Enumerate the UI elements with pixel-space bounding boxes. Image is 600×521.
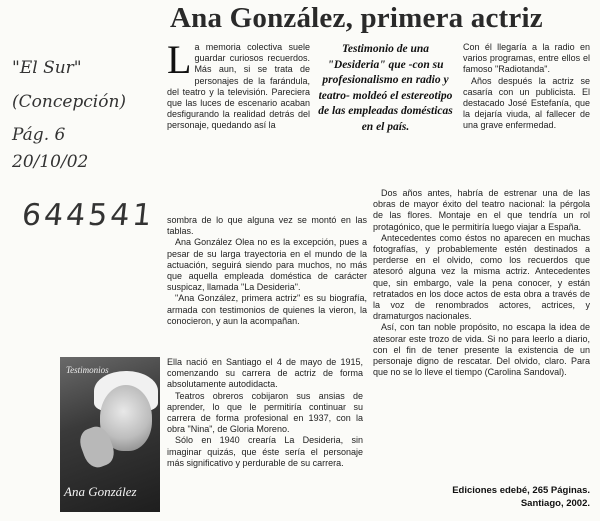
article-column-right-bottom bbox=[373, 188, 590, 378]
intro-paragraph: a memoria colectiva suele guardar curiosos recuerdos. Más aun, si se trata de personajes de la farándula, del teatro y la televisión. Pareciera que las luces de escenario acaban desfigurando la realidad detrás del personaje, quedando así la bbox=[167, 42, 310, 131]
publication-credit bbox=[373, 484, 590, 510]
paragraph: sombra de lo que alguna vez se montó en las tablas. bbox=[167, 215, 367, 237]
article-column-intro bbox=[167, 37, 310, 132]
article-title: Ana González, primera actriz bbox=[170, 2, 543, 34]
pull-quote: Testimonio de una "Desideria" que -con su profesionalismo en radio y teatro- moldeó el estereotipo de las empleadas domésticas en el país. bbox=[318, 43, 453, 133]
paragraph: Antecedentes como éstos no aparecen en muchas fotografías, y probablemente estén destinados a perderse en el olvido, como los recuerdos que atesoró alguna vez la misma actriz. Antecedentes que, sin embargo, vale la pena conocer, y están retratados en los doce actos de esta obra a través de la voz de renombrados actores, actrices, y dramaturgos nacionales. bbox=[373, 232, 590, 322]
paragraph: Ana González Olea no es la excepción, pues a pesar de su larga trayectoria en el mundo de la actuación, seguirá siendo para muchos, no más que aquella empleada doméstica de carácter suspicaz, llamada "La Desideria". bbox=[167, 237, 367, 293]
handwritten-date: 20/10/02 bbox=[12, 152, 89, 172]
handwritten-source: "El Sur" bbox=[12, 58, 82, 78]
article-column-left-bottom bbox=[167, 357, 363, 469]
handwritten-city: (Concepción) bbox=[12, 92, 127, 112]
dropcap-letter: L bbox=[167, 37, 192, 82]
cover-label: Testimonios bbox=[66, 365, 109, 375]
paragraph: Con él llegaría a la radio en varios programas, entre ellos el famoso "Radiotanda". bbox=[463, 42, 590, 75]
paragraph: Ella nació en Santiago el 4 de mayo de 1915, comenzando su carrera de actriz de forma absolutamente autodidacta. bbox=[167, 357, 363, 390]
article-column-left-middle bbox=[167, 215, 367, 327]
credit-publisher: Ediciones edebé, 265 Páginas. bbox=[452, 485, 590, 496]
book-cover-image bbox=[60, 357, 160, 512]
paragraph: Teatros obreros cobijaron sus ansias de aprender, lo que le permitiría continuar su carrera de forma profesional en 1937, con la obra "Nina", de Gloria Moreno. bbox=[167, 390, 363, 435]
article-column-right-top bbox=[463, 42, 590, 132]
cover-name: Ana González bbox=[64, 484, 137, 499]
archive-number: 644541 bbox=[20, 198, 157, 233]
handwritten-page: Pág. 6 bbox=[12, 125, 66, 145]
paragraph: "Ana González, primera actriz" es su biografía, armada con testimonios de quienes la vieron, la conocieron, y aun la acompañan. bbox=[167, 293, 367, 326]
paragraph: Así, con tan noble propósito, no escapa la idea de atesorar este trozo de vida. Si no para leerlo a diario, con el fin de tener presente la existencia de un personaje digno de rescatar. Del olvido, claro. Para que no se lo lleve el tiempo (Carolina Sandoval). bbox=[373, 322, 590, 378]
paragraph: Años después la actriz se casaría con un publicista. El destacado José Estefanía, que la dejaría viuda, al fallecer de una grave enfermedad. bbox=[463, 75, 590, 131]
paragraph: Sólo en 1940 crearía La Desideria, sin imaginar quizás, que éste sería el personaje más significativo y perdurable de su carrera. bbox=[167, 435, 363, 468]
credit-place-year: Santiago, 2002. bbox=[520, 498, 590, 509]
paragraph: Dos años antes, habría de estrenar una de las obras de mayor éxito del teatro nacional: la pérgola de las flores. Montaje en el que tendría un rol protagónico, que le permitiría luego viajar a España. bbox=[373, 188, 590, 232]
